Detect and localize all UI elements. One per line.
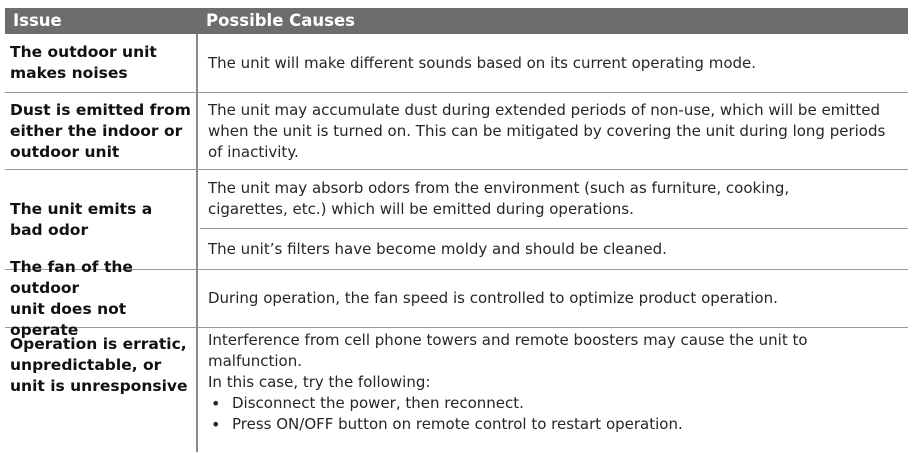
issue-line: unit is unresponsive <box>10 377 188 395</box>
issue-cell <box>5 34 198 92</box>
issue-line: The outdoor unit <box>10 43 157 61</box>
table-row <box>5 257 908 339</box>
issue-cell <box>5 170 198 269</box>
table-row <box>5 328 908 452</box>
cause-text: The unit may accumulate dust during extended periods of non-use, which will be emitted when the unit is turned on. This can be mitigated by covering the unit during long periods of inactivity. <box>208 100 886 161</box>
issue-line: outdoor unit <box>10 142 120 161</box>
header-issue: Issue <box>13 11 62 30</box>
issue-cell <box>5 257 198 339</box>
issue-line: either the indoor or <box>10 121 183 140</box>
bullet-item: • Press ON/OFF button on remote control to restart operation. <box>208 414 848 435</box>
header-possible-causes: Possible Causes <box>206 11 355 30</box>
issue-cell <box>5 328 198 452</box>
table-row <box>5 34 908 93</box>
issue-line: Dust is emitted from <box>10 100 191 119</box>
issue-line: The fan of the outdoor <box>10 257 133 297</box>
causes-cell <box>200 328 908 452</box>
issue-line: The unit emits a <box>10 199 153 218</box>
cause-lead: In this case, try the following: <box>208 373 431 391</box>
issue-line: unpredictable, or <box>10 356 162 374</box>
causes-cell <box>200 93 908 169</box>
bullet-item: • Disconnect the power, then reconnect. <box>208 393 848 414</box>
cause-text: The unit may absorb odors from the environment (such as furniture, cooking, cigarettes, etc.) which will be emitted during operations. <box>208 179 790 218</box>
issue-line: bad odor <box>10 220 89 239</box>
cause-text: The unit will make different sounds based on its current operating mode. <box>208 53 757 72</box>
table-row <box>5 170 908 270</box>
cause-block <box>200 330 908 435</box>
table-row <box>5 93 908 170</box>
troubleshooting-table <box>5 8 908 452</box>
cause-text: During operation, the fan speed is controlled to optimize product operation. <box>208 289 778 307</box>
issue-line: makes noises <box>10 64 128 82</box>
causes-cell <box>200 170 908 269</box>
table-header <box>5 8 908 34</box>
issue-cell <box>5 93 198 169</box>
cause-text: Interference from cell phone towers and remote boosters may cause the unit to malfunction. <box>208 331 808 370</box>
cause-text: The unit’s filters have become moldy and should be cleaned. <box>208 239 667 258</box>
issue-line: Operation is erratic, <box>10 335 187 353</box>
issue-line: unit does not operate <box>10 299 127 339</box>
causes-cell <box>200 34 908 92</box>
causes-cell <box>200 270 908 327</box>
